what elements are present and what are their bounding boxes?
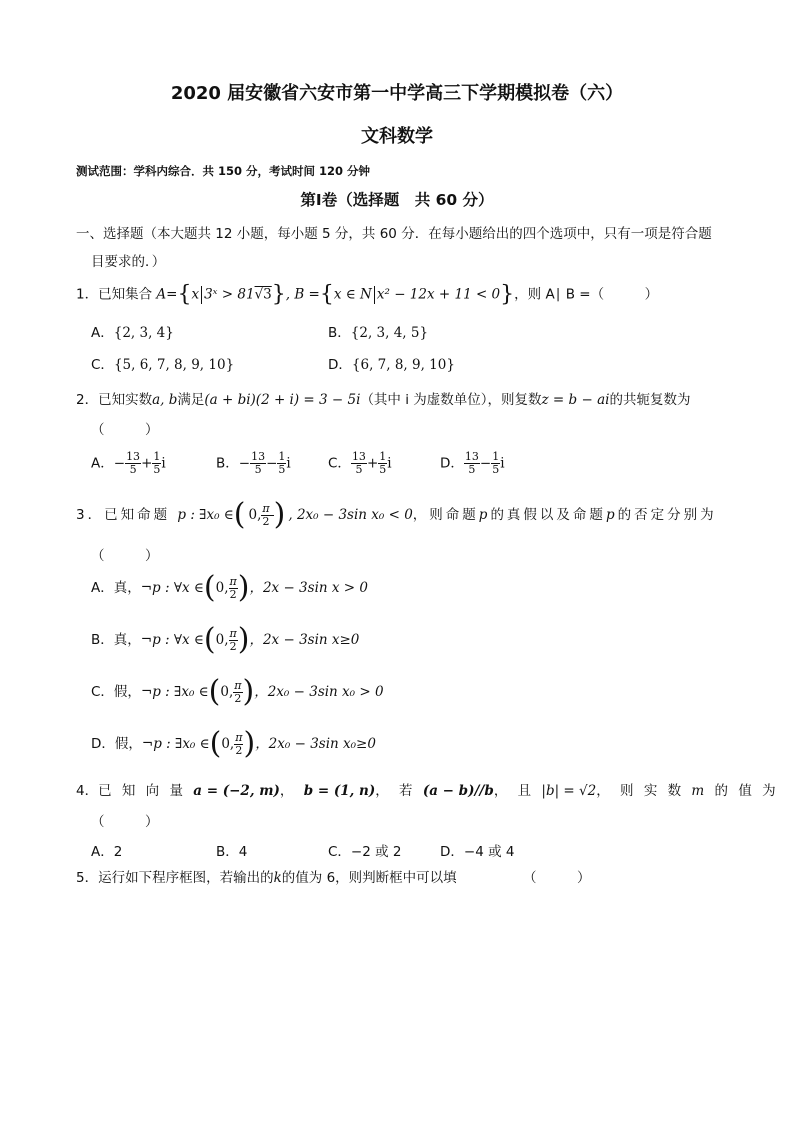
q2-paren: （ ） [91,422,159,438]
q3-option-a-interval: 0, [215,580,229,596]
question-1: 1．已知集合 A={x 3ˣ > 81√3}, B ={x ∈ N x² − 12x + 11 < 0}，则 A∣ B =（ ） [76,282,659,307]
q1-option-d [328,353,455,373]
q2-option-b-sign: − [238,455,251,472]
q4-vector-b: b = (1, n) [303,783,376,799]
q2-option-a-op: + [141,455,153,472]
q2-option-c-frac1: $\frac{13}{5}$ [351,450,366,476]
q5-text-a: 运行如下程序框图，若输出的 [98,870,274,886]
q2-option-c-i: i [387,455,392,472]
test-scope: 测试范围：学科内综合．共 150 分，考试时间 120 分钟 [76,164,371,178]
q2-option-c [328,451,392,476]
q2-option-b-frac1: $\frac{13}{5}$ [251,450,266,476]
q4-option-c: C．−2 或 2 [328,844,402,860]
q3-text-c: 的真假以及命题 [490,507,606,523]
q4-text-c: 且 [517,783,532,799]
q5-k: k [273,870,282,886]
q3-option-a-label: A．真， [91,580,141,596]
q1-option-d-label: D． [328,357,352,373]
q3-option-a-ineq: ，2x − 3sin x > 0 [249,580,368,596]
q3-option-d-quant: ¬p : ∃x₀ ∈ [141,736,210,752]
q3-option-d: D．假，¬p : ∃x₀ ∈(0, $\frac{\pi}{2}$ )，2x₀ − 3sin x₀≥0 [91,726,376,761]
q2-text-a: 已知实数 [98,392,153,408]
q3-option-b-frac: $\frac{\pi}{2}$ [229,626,237,653]
q2-number: 2． [76,392,99,408]
q2-ab: a, b [152,392,178,408]
q4-number: 4． [76,783,99,799]
q2-text-d: 的共轭复数为 [609,392,691,408]
q1-option-d-value: {6, 7, 8, 9, 10} [351,357,455,373]
q3-option-b-interval: 0, [215,632,229,648]
q1-set-b-cond: x² − 12x + 11 < 0 [376,286,501,303]
q1-suffix: ，则 A∣ B =（ ） [514,286,659,303]
q4-vector-a: a = (−2, m) [193,783,280,799]
q3-option-d-ineq: ，2x₀ − 3sin x₀≥0 [255,736,376,752]
q2-option-d-frac2: $\frac{1}{5}$ [492,450,500,476]
q4-option-a: A．2 [91,844,123,860]
q3-option-c-frac: $\frac{\pi}{2}$ [234,678,242,705]
q2-z: z = b − ai [541,392,610,408]
q3-option-c-label: C．假， [91,684,141,700]
q2-option-d-i: i [500,455,505,472]
q1-option-b-label: B． [328,325,351,341]
q3-paren: （ ） [91,548,159,564]
q3-option-a-quant: ¬p : ∀x ∈ [140,580,204,596]
q1-option-a [91,321,174,341]
q1-option-c-value: {5, 6, 7, 8, 9, 10} [113,357,235,373]
q3-option-a-frac: $\frac{\pi}{2}$ [229,574,237,601]
page-title: 2020 届安徽省六安市第一中学高三下学期模拟卷（六） [170,83,624,104]
section-heading-line2: 目要求的．） [91,254,166,270]
q4-m: m [691,783,705,799]
q2-option-a-frac1: $\frac{13}{5}$ [126,450,141,476]
q2-option-c-op: + [366,455,379,472]
section-heading-line1: 一、选择题（本大题共 12 小题，每小题 5 分，共 60 分．在每小题给出的四个选项中，只有一项是符合题 [76,226,712,242]
q3-option-b-quant: ¬p : ∀x ∈ [140,632,204,648]
q2-equation: (a + bi)(2 + i) = 3 − 5i [204,392,361,408]
q2-option-b [216,451,291,476]
q3-p: p : ∃x₀ ∈ [177,507,234,523]
q4-text-e: 的 值 为 [714,783,776,799]
q5-number: 5． [76,870,99,886]
q4-text-b: 若 [399,783,413,799]
q3-option-b: B．真，¬p : ∀x ∈(0, $\frac{\pi}{2}$ )，2x − 3sin x≥0 [91,622,360,657]
q1-set-b-name: , B = [285,286,320,303]
q1-option-a-label: A． [91,325,114,341]
q2-option-d-op: − [479,455,492,472]
q3-number: 3． [76,507,105,523]
q3-inequality: , 2x₀ − 3sin x₀ < 0 [288,507,413,523]
subject-title: 文科数学 [361,126,433,147]
q1-prefix: 已知集合 [98,286,153,303]
q2-option-b-label: B． [216,455,239,472]
q3-text-a: 已知命题 [104,507,171,523]
q2-option-b-frac2: $\frac{1}{5}$ [278,450,286,476]
q3-p3: p [605,507,618,523]
q3-p2: p [478,507,491,523]
question-3: 3．已知命题 p : ∃x₀ ∈(0, $\frac{\pi}{2}$ ), 2x₀ − 3sin x₀ < 0，则命题p的真假以及命题p的否定分别为 [76,497,717,532]
question-2 [76,388,690,408]
q1-option-a-value: {2, 3, 4} [113,325,174,341]
q1-set-a-var: x [191,286,200,303]
q4-text-a: 已 知 向 量 [98,783,183,799]
q5-paren: （ ） [523,870,591,886]
q1-sqrt: √3 [254,286,272,303]
q3-option-a: A．真，¬p : ∀x ∈(0, $\frac{\pi}{2}$ )，2x − 3sin x > 0 [91,570,368,605]
q2-option-d [440,451,505,476]
q3-text-d: 的否定分别为 [617,507,717,523]
q4-norm: |b| = √2 [541,783,597,799]
q3-interval-start: 0, [248,507,262,523]
q3-option-c-interval: 0, [220,684,234,700]
q2-option-c-label: C． [328,455,351,472]
q1-set-a-cond: 3ˣ > 81 [204,286,255,303]
q4-option-d: D．−4 或 4 [440,844,515,860]
q3-option-c-quant: ¬p : ∃x₀ ∈ [140,684,209,700]
q5-text-b: 的值为 6，则判断框中可以填 [281,870,457,886]
q3-option-d-label: D．假， [91,736,142,752]
q2-option-a-frac2: $\frac{1}{5}$ [153,450,161,476]
q3-text-b: ，则命题 [412,507,479,523]
q2-option-a [91,451,166,476]
q4-paren: （ ） [91,814,159,830]
q3-option-d-interval: 0, [221,736,235,752]
q2-option-d-frac1: $\frac{13}{5}$ [464,450,479,476]
q4-parallel: (a − b)//b [422,783,494,799]
q4-text-d: 则 实 数 [620,783,682,799]
q1-set-b-var: x ∈ N [333,286,372,303]
volume-heading: 第Ⅰ卷（选择题 共 60 分） [300,191,494,209]
q3-option-c-ineq: ，2x₀ − 3sin x₀ > 0 [254,684,384,700]
q2-option-b-op: − [266,455,278,472]
q3-option-b-ineq: ，2x − 3sin x≥0 [249,632,360,648]
q1-set-a-name: A [156,286,167,303]
q3-pi-over-2: $\frac{\pi}{2}$ [262,501,273,528]
q1-option-c-label: C． [91,357,114,373]
q3-option-c: C．假，¬p : ∃x₀ ∈(0, $\frac{\pi}{2}$ )，2x₀ − 3sin x₀ > 0 [91,674,384,709]
q3-option-d-frac: $\frac{\pi}{2}$ [235,730,243,757]
q2-option-a-sign: − [113,455,126,472]
q2-option-a-label: A． [91,455,114,472]
q1-number: 1． [76,286,99,303]
q2-option-d-label: D． [440,455,464,472]
q2-option-b-i: i [286,455,291,472]
q2-text-c: （其中 i 为虚数单位），则复数 [360,392,542,408]
q1-option-c [91,353,234,373]
question-5 [76,866,457,886]
q2-option-a-i: i [161,455,166,472]
q3-option-b-label: B．真， [91,632,141,648]
q1-option-b [328,321,428,341]
q2-option-c-frac2: $\frac{1}{5}$ [379,450,387,476]
question-4: 4．已 知 向 量 a = (−2, m)， b = (1, n)， 若 (a − b)//b， 且 |b| = √2， 则 实 数 m 的 值 为 [76,783,776,799]
q1-option-b-value: {2, 3, 4, 5} [350,325,429,341]
q2-text-b: 满足 [177,392,205,408]
q4-option-b: B．4 [216,844,248,860]
